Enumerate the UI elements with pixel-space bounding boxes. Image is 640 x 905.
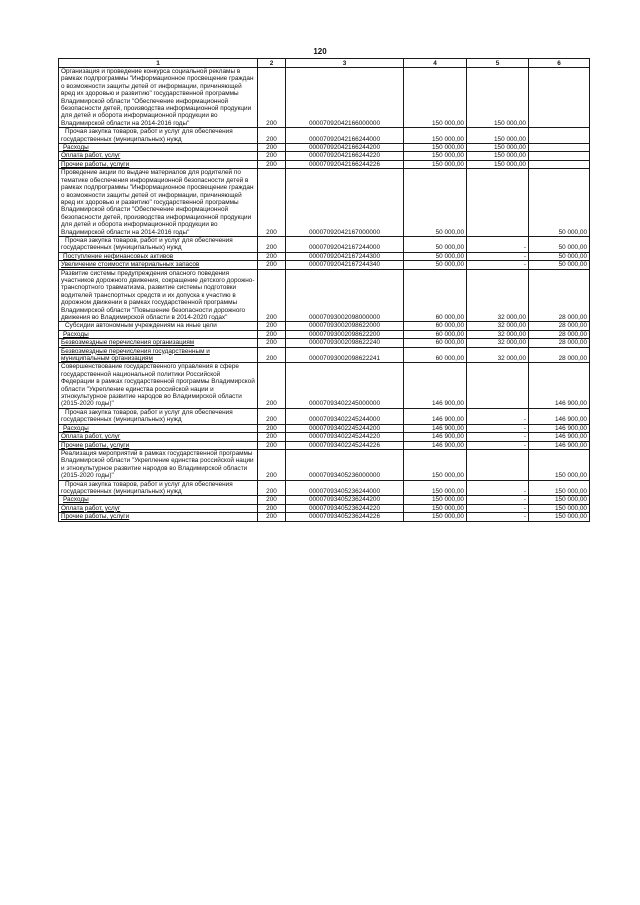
- row-value-cell-2: 200: [258, 169, 286, 237]
- table-row: [59, 252, 590, 260]
- row-value-cell-4: 146 900,00: [404, 424, 467, 432]
- row-value-cell-2: 200: [258, 347, 286, 363]
- row-value-cell-5: -: [467, 261, 529, 269]
- row-value-cell-2: 200: [258, 68, 286, 128]
- row-value-cell-3: 00007092042166244226: [286, 160, 404, 168]
- row-value-cell-5: -: [467, 504, 529, 512]
- row-value-cell-2: 200: [258, 449, 286, 480]
- page-number: 120: [313, 47, 327, 56]
- row-value-cell-4: 60 000,00: [404, 347, 467, 363]
- row-value-cell-2: 200: [258, 339, 286, 347]
- row-value-cell-3: 00007093405236000000: [286, 449, 404, 480]
- row-value-cell-3: 00007092042166244200: [286, 144, 404, 152]
- row-value-cell-4: 60 000,00: [404, 339, 467, 347]
- row-value-cell-6: 146 900,00: [529, 363, 590, 408]
- row-value-cell-5: 32 000,00: [467, 347, 529, 363]
- row-value-cell-6: 150 000,00: [529, 504, 590, 512]
- row-name-cell: Прочие работы, услуги: [59, 513, 258, 521]
- row-value-cell-4: 146 900,00: [404, 408, 467, 424]
- row-value-cell-6: 28 000,00: [529, 322, 590, 330]
- row-value-cell-4: 150 000,00: [404, 449, 467, 480]
- row-value-cell-2: 200: [258, 480, 286, 496]
- row-value-cell-6: 146 900,00: [529, 433, 590, 441]
- row-value-cell-4: 150 000,00: [404, 496, 467, 504]
- row-value-cell-4: 150 000,00: [404, 160, 467, 168]
- row-value-cell-2: 200: [258, 128, 286, 144]
- row-value-cell-6: 28 000,00: [529, 269, 590, 322]
- table-row: [59, 330, 590, 338]
- row-value-cell-3: 00007093405236244000: [286, 480, 404, 496]
- table-row: [59, 236, 590, 252]
- table-row: [59, 68, 590, 128]
- row-value-cell-4: 150 000,00: [404, 480, 467, 496]
- row-name-cell: Прочие работы, услуги: [59, 441, 258, 449]
- table-row: [59, 261, 590, 269]
- row-value-cell-6: 146 900,00: [529, 408, 590, 424]
- column-header-6: 6: [529, 59, 590, 68]
- row-value-cell-4: 60 000,00: [404, 269, 467, 322]
- row-value-cell-5: [467, 363, 529, 408]
- row-value-cell-5: 32 000,00: [467, 339, 529, 347]
- row-name-cell: Расходы: [59, 496, 258, 504]
- table-row: [59, 441, 590, 449]
- row-value-cell-3: 00007093405236244220: [286, 504, 404, 512]
- row-value-cell-3: 00007092042166000000: [286, 68, 404, 128]
- table-row: [59, 496, 590, 504]
- row-value-cell-5: -: [467, 252, 529, 260]
- row-name-cell: Поступление нефинансовых активов: [59, 252, 258, 260]
- row-value-cell-5: 150 000,00: [467, 68, 529, 128]
- table-row: [59, 269, 590, 322]
- row-value-cell-6: [529, 160, 590, 168]
- row-name-cell: Увеличение стоимости материальных запасов: [59, 261, 258, 269]
- row-value-cell-4: 146 900,00: [404, 433, 467, 441]
- row-value-cell-3: 00007093405236244226: [286, 513, 404, 521]
- row-value-cell-3: 00007093402245000000: [286, 363, 404, 408]
- row-name-cell: Оплата работ, услуг: [59, 152, 258, 160]
- row-value-cell-3: 00007092042167244300: [286, 252, 404, 260]
- row-value-cell-5: -: [467, 513, 529, 521]
- table-row: [59, 169, 590, 237]
- row-value-cell-3: 00007092042167244000: [286, 236, 404, 252]
- row-value-cell-4: 150 000,00: [404, 68, 467, 128]
- table-row: [59, 480, 590, 496]
- table-row: [59, 144, 590, 152]
- row-name-cell: Организация и проведение конкурса социальной рекламы в рамках подпрограммы "Информационное просвещение граждан о возможности защиты детей от информации, причиняющей вред их здоровью и развитию" государственной программы Владимирской области "Обеспечение информационной безопасности детей, производства информационной продукции для детей и оборота информационной продукции во Владимирской области на 2014-2016 годы": [59, 68, 258, 128]
- row-value-cell-2: 200: [258, 424, 286, 432]
- row-name-cell: Расходы: [59, 424, 258, 432]
- row-value-cell-3: 00007092042167000000: [286, 169, 404, 237]
- row-value-cell-4: 150 000,00: [404, 504, 467, 512]
- row-value-cell-3: 00007092042167244340: [286, 261, 404, 269]
- row-value-cell-5: -: [467, 236, 529, 252]
- row-value-cell-2: 200: [258, 408, 286, 424]
- row-value-cell-3: 00007093002098622241: [286, 347, 404, 363]
- row-value-cell-5: 150 000,00: [467, 128, 529, 144]
- column-header-4: 4: [404, 59, 467, 68]
- row-name-cell: Оплата работ, услуг: [59, 504, 258, 512]
- row-value-cell-2: 200: [258, 261, 286, 269]
- row-value-cell-6: 50 000,00: [529, 169, 590, 237]
- row-value-cell-2: 200: [258, 441, 286, 449]
- column-header-2: 2: [258, 59, 286, 68]
- row-value-cell-4: 150 000,00: [404, 152, 467, 160]
- row-value-cell-4: 50 000,00: [404, 261, 467, 269]
- row-name-cell: Реализация мероприятий в рамках государственной программы Владимирской области "Укрепление единства российской нации и этнокультурное развитие народов во Владимирской области (2015-2020 годы)": [59, 449, 258, 480]
- row-name-cell: Развитие системы предупреждения опасного поведения участников дорожного движения, сокращение детского дорожно-транспортного травматизма, развитие системы подготовки водителей транспортных средств и их допуска к участию в дорожном движении в рамках государственной программы Владимирской области "Повышение безопасности дорожного движения во Владимирской области в 2014-2020 годах": [59, 269, 258, 322]
- row-value-cell-4: 60 000,00: [404, 330, 467, 338]
- row-value-cell-6: 150 000,00: [529, 449, 590, 480]
- row-name-cell: Оплата работ, услуг: [59, 433, 258, 441]
- column-header-5: 5: [467, 59, 529, 68]
- table-row: [59, 128, 590, 144]
- row-value-cell-5: 32 000,00: [467, 322, 529, 330]
- row-value-cell-3: 00007093402245244226: [286, 441, 404, 449]
- row-value-cell-2: 200: [258, 330, 286, 338]
- table-header-row: [59, 59, 590, 68]
- row-name-cell: Прочая закупка товаров, работ и услуг для обеспечения государственных (муниципальных) нужд: [59, 408, 258, 424]
- table-row: [59, 513, 590, 521]
- row-name-cell: Прочая закупка товаров, работ и услуг для обеспечения государственных (муниципальных) нужд: [59, 480, 258, 496]
- row-value-cell-5: -: [467, 496, 529, 504]
- row-value-cell-5: [467, 449, 529, 480]
- row-value-cell-4: 50 000,00: [404, 169, 467, 237]
- row-value-cell-6: [529, 68, 590, 128]
- row-value-cell-3: 00007093402245244200: [286, 424, 404, 432]
- row-value-cell-6: 146 900,00: [529, 424, 590, 432]
- row-value-cell-3: 00007093402245244000: [286, 408, 404, 424]
- column-header-1: 1: [59, 59, 258, 68]
- column-header-3: 3: [286, 59, 404, 68]
- table-row: [59, 322, 590, 330]
- row-value-cell-5: 150 000,00: [467, 152, 529, 160]
- row-value-cell-2: 200: [258, 513, 286, 521]
- budget-table: [58, 58, 590, 522]
- row-value-cell-2: 200: [258, 236, 286, 252]
- row-value-cell-6: 28 000,00: [529, 339, 590, 347]
- row-value-cell-5: -: [467, 424, 529, 432]
- row-value-cell-6: 150 000,00: [529, 480, 590, 496]
- row-value-cell-6: 28 000,00: [529, 347, 590, 363]
- row-value-cell-5: -: [467, 408, 529, 424]
- row-value-cell-6: [529, 152, 590, 160]
- row-name-cell: Расходы: [59, 144, 258, 152]
- row-value-cell-5: [467, 169, 529, 237]
- table-row: [59, 449, 590, 480]
- row-value-cell-5: -: [467, 480, 529, 496]
- row-name-cell: Прочая закупка товаров, работ и услуг для обеспечения государственных (муниципальных) нужд: [59, 236, 258, 252]
- table-row: [59, 363, 590, 408]
- row-value-cell-6: 150 000,00: [529, 496, 590, 504]
- table-row: [59, 339, 590, 347]
- row-value-cell-2: 200: [258, 433, 286, 441]
- row-value-cell-5: 150 000,00: [467, 160, 529, 168]
- row-value-cell-2: 200: [258, 496, 286, 504]
- row-value-cell-4: 150 000,00: [404, 144, 467, 152]
- table-row: [59, 504, 590, 512]
- row-value-cell-3: 00007092042166244220: [286, 152, 404, 160]
- table-row: [59, 424, 590, 432]
- row-value-cell-5: 150 000,00: [467, 144, 529, 152]
- row-value-cell-2: 200: [258, 160, 286, 168]
- row-value-cell-6: [529, 144, 590, 152]
- row-name-cell: Проведение акции по выдаче материалов для родителей по тематике обеспечения информационной безопасности детей в рамках подпрограммы "Информационное просвещение граждан о возможности защиты детей от информации, причиняющей вред их здоровью и развитию" государственной программы Владимирской области "Обеспечение информационной безопасности детей, производства информационной продукции для детей и оборота информационной продукции во Владимирской области на 2014-2016 годы": [59, 169, 258, 237]
- row-value-cell-6: 150 000,00: [529, 513, 590, 521]
- row-value-cell-4: 146 900,00: [404, 441, 467, 449]
- table-body: [59, 68, 590, 522]
- row-value-cell-6: 50 000,00: [529, 252, 590, 260]
- table-row: [59, 152, 590, 160]
- row-value-cell-4: 60 000,00: [404, 322, 467, 330]
- row-name-cell: Безвозмездные перечисления государственным и муниципальным организациям: [59, 347, 258, 363]
- row-name-cell: Безвозмездные перечисления организациям: [59, 339, 258, 347]
- table-row: [59, 160, 590, 168]
- row-value-cell-4: 150 000,00: [404, 128, 467, 144]
- row-value-cell-5: -: [467, 441, 529, 449]
- table-row: [59, 347, 590, 363]
- row-value-cell-2: 200: [258, 252, 286, 260]
- row-value-cell-6: 50 000,00: [529, 261, 590, 269]
- row-value-cell-6: 28 000,00: [529, 330, 590, 338]
- row-value-cell-4: 146 900,00: [404, 363, 467, 408]
- row-name-cell: Расходы: [59, 330, 258, 338]
- row-value-cell-5: 32 000,00: [467, 330, 529, 338]
- row-value-cell-4: 50 000,00: [404, 252, 467, 260]
- row-value-cell-2: 200: [258, 322, 286, 330]
- row-value-cell-5: 32 000,00: [467, 269, 529, 322]
- row-value-cell-3: 00007093002098622240: [286, 339, 404, 347]
- table-row: [59, 408, 590, 424]
- row-value-cell-2: 200: [258, 144, 286, 152]
- row-name-cell: Прочие работы, услуги: [59, 160, 258, 168]
- row-value-cell-2: 200: [258, 152, 286, 160]
- row-value-cell-3: 00007093405236244200: [286, 496, 404, 504]
- row-value-cell-2: 200: [258, 269, 286, 322]
- row-value-cell-5: -: [467, 433, 529, 441]
- row-value-cell-6: [529, 128, 590, 144]
- row-value-cell-3: 00007093002098000000: [286, 269, 404, 322]
- row-value-cell-3: 00007093002098622200: [286, 330, 404, 338]
- row-value-cell-3: 00007093402245244220: [286, 433, 404, 441]
- row-name-cell: Совершенствование государственного управления в сфере государственной национальной политики Российской Федерации в рамках государственной программы Владимирской области "Укрепление единства российской нации и этнокультурное развитие народов во Владимирской области (2015-2020 годы)": [59, 363, 258, 408]
- row-value-cell-6: 50 000,00: [529, 236, 590, 252]
- row-value-cell-2: 200: [258, 504, 286, 512]
- row-value-cell-3: 00007092042166244000: [286, 128, 404, 144]
- row-value-cell-4: 150 000,00: [404, 513, 467, 521]
- row-name-cell: Прочая закупка товаров, работ и услуг для обеспечения государственных (муниципальных) нужд: [59, 128, 258, 144]
- row-name-cell: Субсидии автономным учреждениям на иные цели: [59, 322, 258, 330]
- row-value-cell-6: 146 900,00: [529, 441, 590, 449]
- row-value-cell-3: 00007093002098622000: [286, 322, 404, 330]
- table-row: [59, 433, 590, 441]
- row-value-cell-4: 50 000,00: [404, 236, 467, 252]
- row-value-cell-2: 200: [258, 363, 286, 408]
